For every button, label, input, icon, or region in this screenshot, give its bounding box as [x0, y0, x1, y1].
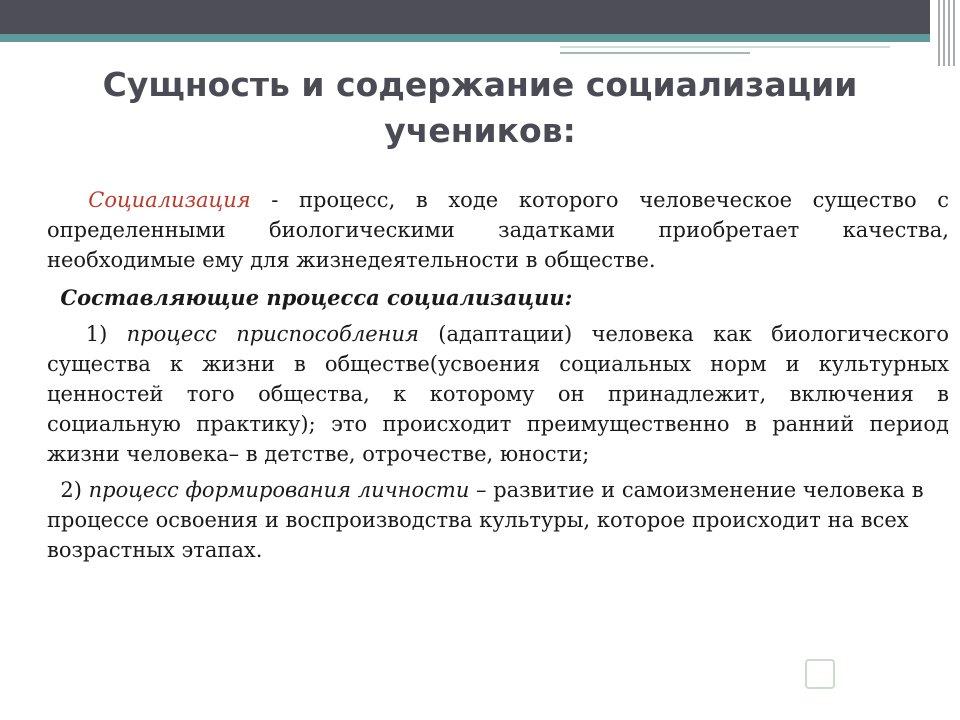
list-item: [47, 319, 949, 469]
definition-paragraph: [47, 185, 949, 275]
item-term: процесс формирования личности: [88, 478, 470, 502]
slide-body: [47, 185, 949, 565]
header-thin-line: [560, 46, 890, 48]
definition-term: Социализация: [88, 188, 251, 212]
header-bar: [0, 0, 930, 34]
watermark-logo: [805, 655, 935, 695]
definition-text: - процесс, в ходе которого человеческое существо с определенными биологическими задатками приобретает качества, необходимые ему для жизнедеятельности в обществе.: [47, 188, 949, 272]
decorative-rails: [930, 0, 960, 70]
item-term: процесс приспособления: [126, 322, 419, 346]
header-accent-stripe: [0, 34, 930, 42]
item-number: 2): [60, 478, 82, 502]
header-thin-line-secondary: [560, 52, 750, 54]
item-number: 1): [85, 322, 108, 346]
item-text: – развитие и самоизменение человека в процессе освоения и воспроизводства культуры, которое происходит на всех возрастных этапах.: [47, 478, 924, 562]
slide-title: Сущность и содержание социализации учеников:: [102, 65, 858, 150]
item-text: (адаптации) человека как биологического существа к жизни в обществе(усвоения социальных норм и культурных ценностей того общества, к которому он принадлежит, включения в социальную практику); это происходит преимущественно в ранний период жизни человека– в детстве, отрочестве, юности;: [47, 322, 950, 466]
list-item: [47, 475, 949, 565]
components-heading: Составляющие процесса социализации:: [60, 285, 573, 310]
